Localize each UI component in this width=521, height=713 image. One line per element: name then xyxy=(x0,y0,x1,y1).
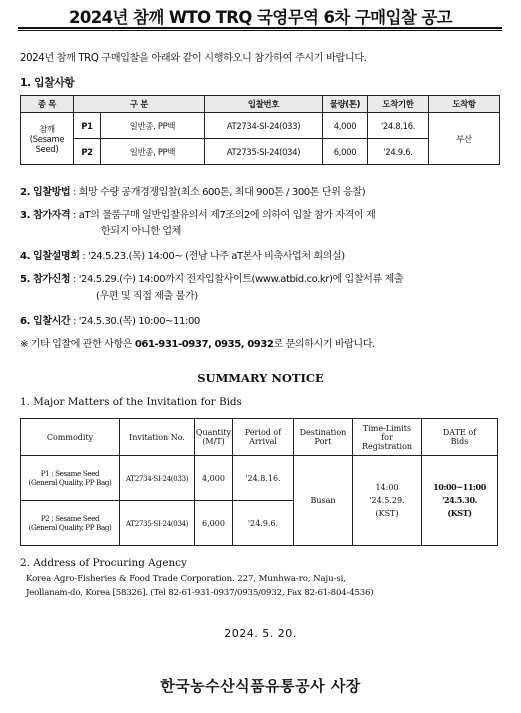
item-deadline: '24.9.6. xyxy=(368,139,429,165)
bid-items-table xyxy=(20,95,500,165)
commodity-cell: P2 : Sesame Seed (General Quality, PP Bag) xyxy=(21,501,120,546)
commodity-cell: P1 : Sesame Seed (General Quality, PP Bag) xyxy=(21,456,120,501)
item-bid-no: AT2734-SI-24(033) xyxy=(205,113,323,139)
summary-heading-1: 1. Major Matters of the Invitation for Bids xyxy=(20,396,242,408)
quantity-cell: 4,000 xyxy=(195,456,233,501)
address-line-2: Jeollanam-do, Korea [58326]. (Tel 82-61-931-0937/0935/0932, Fax 82-61-804-4536) xyxy=(26,588,374,598)
header-bid-no: 입찰번호 xyxy=(205,96,323,113)
arrival-cell: '24.9.6. xyxy=(233,501,294,546)
port-cell: 부산 xyxy=(429,113,500,165)
item-label: 3. 참가자격 xyxy=(20,210,71,221)
header-deadline: 도착기한 xyxy=(368,96,429,113)
table-header-row xyxy=(21,419,498,456)
item-text: : 희망 수량 공개경쟁입찰(최소 600톤, 최대 900톤 / 300톤 단위 응찰) xyxy=(70,187,366,198)
arrival-cell: '24.8.16. xyxy=(233,456,294,501)
item-code: P2 xyxy=(74,139,101,165)
item-deadline: '24.8.16. xyxy=(368,113,429,139)
note-text: ※ 기타 입찰에 관한 사항은 xyxy=(20,339,135,350)
address-line-1: Korea Agro-Fisheries & Food Trade Corporation. 227, Munhwa-ro, Naju-si, xyxy=(26,574,346,584)
header-quantity: 물량(톤) xyxy=(323,96,368,113)
item-registration xyxy=(20,270,403,285)
header-quantity: Quantity (M/T) xyxy=(195,419,233,456)
item-text: : '24.5.29.(수) 14:00까지 전자입찰사이트(www.atbid.co.kr)에 입찰서류 제출 xyxy=(70,274,404,285)
table-row xyxy=(21,139,500,165)
notice-date: 2024. 5. 20. xyxy=(224,627,297,640)
issuer-signature: 한국농수산식품유통공사 사장 xyxy=(160,677,361,695)
header-category: 구 분 xyxy=(74,96,205,113)
item-bid-time xyxy=(20,312,200,327)
invitation-no-cell: AT2735-SI-24(034) xyxy=(120,501,195,546)
item-text: : '24.5.23.(목) 14:00~ (전남 나주 aT본사 비축사업처 회의실) xyxy=(79,251,345,262)
header-port: Destination Port xyxy=(294,419,353,456)
inquiry-note xyxy=(20,335,375,350)
summary-table xyxy=(20,418,498,546)
item-code: P1 xyxy=(74,113,101,139)
item-label: 4. 입찰설명회 xyxy=(20,251,80,262)
title-underline-2 xyxy=(18,30,502,31)
header-commodity: 종 목 xyxy=(21,96,74,113)
summary-heading-2: 2. Address of Procuring Agency xyxy=(20,557,187,569)
header-date-of-bids: DATE of Bids xyxy=(422,419,498,456)
item-label: 6. 입찰시간 xyxy=(20,316,71,327)
commodity-cell: 참깨 (Sesame Seed) xyxy=(21,113,74,165)
item-quantity: 6,000 xyxy=(323,139,368,165)
header-commodity: Commodity xyxy=(21,419,120,456)
header-invitation-no: Invitation No. xyxy=(120,419,195,456)
table-row xyxy=(21,113,500,139)
note-text: 로 문의하시기 바랍니다. xyxy=(273,339,375,350)
header-port: 도착항 xyxy=(429,96,500,113)
item-eligibility-cont: 한되지 아니한 업체 xyxy=(101,226,181,237)
time-limit-cell: 14:00 '24.5.29. (KST) xyxy=(353,456,422,546)
item-label: 2. 입찰방법 xyxy=(20,187,71,198)
table-header-row xyxy=(21,96,500,113)
quantity-cell: 6,000 xyxy=(195,501,233,546)
date-of-bids-cell: 10:00~11:00 '24.5.30. (KST) xyxy=(422,456,498,546)
table-row xyxy=(21,456,498,501)
header-time-limits: Time-Limits for Registration xyxy=(353,419,422,456)
item-briefing xyxy=(20,247,345,262)
page-title: 2024년 참깨 WTO TRQ 국영무역 6차 구매입찰 공고 xyxy=(68,8,453,27)
item-label: 5. 참가신청 xyxy=(20,274,71,285)
item-grade: 일반종, PP백 xyxy=(101,113,205,139)
item-registration-cont: (우편 및 직접 제출 불가) xyxy=(96,291,198,302)
invitation-no-cell: AT2734-SI-24(033) xyxy=(120,456,195,501)
port-cell: Busan xyxy=(294,456,353,546)
summary-title: SUMMARY NOTICE xyxy=(197,371,324,385)
item-bid-no: AT2735-SI-24(034) xyxy=(205,139,323,165)
item-grade: 일반종, PP백 xyxy=(101,139,205,165)
item-bid-method xyxy=(20,183,365,198)
title-underline xyxy=(18,27,502,29)
item-text: : aT의 물품구매 일반입찰유의서 제7조의2에 의하여 입찰 참가 자격이 제 xyxy=(70,210,376,221)
item-quantity: 4,000 xyxy=(323,113,368,139)
header-arrival: Period of Arrival xyxy=(233,419,294,456)
item-eligibility xyxy=(20,206,375,221)
section-1-heading: 1. 입찰사항 xyxy=(20,76,75,89)
intro-text: 2024년 참깨 TRQ 구매입찰을 아래와 같이 시행하오니 참가하여 주시기 바랍니다. xyxy=(20,53,367,64)
item-text: : '24.5.30.(목) 10:00~11:00 xyxy=(70,316,200,327)
note-phone: 061-931-0937, 0935, 0932 xyxy=(134,339,274,350)
